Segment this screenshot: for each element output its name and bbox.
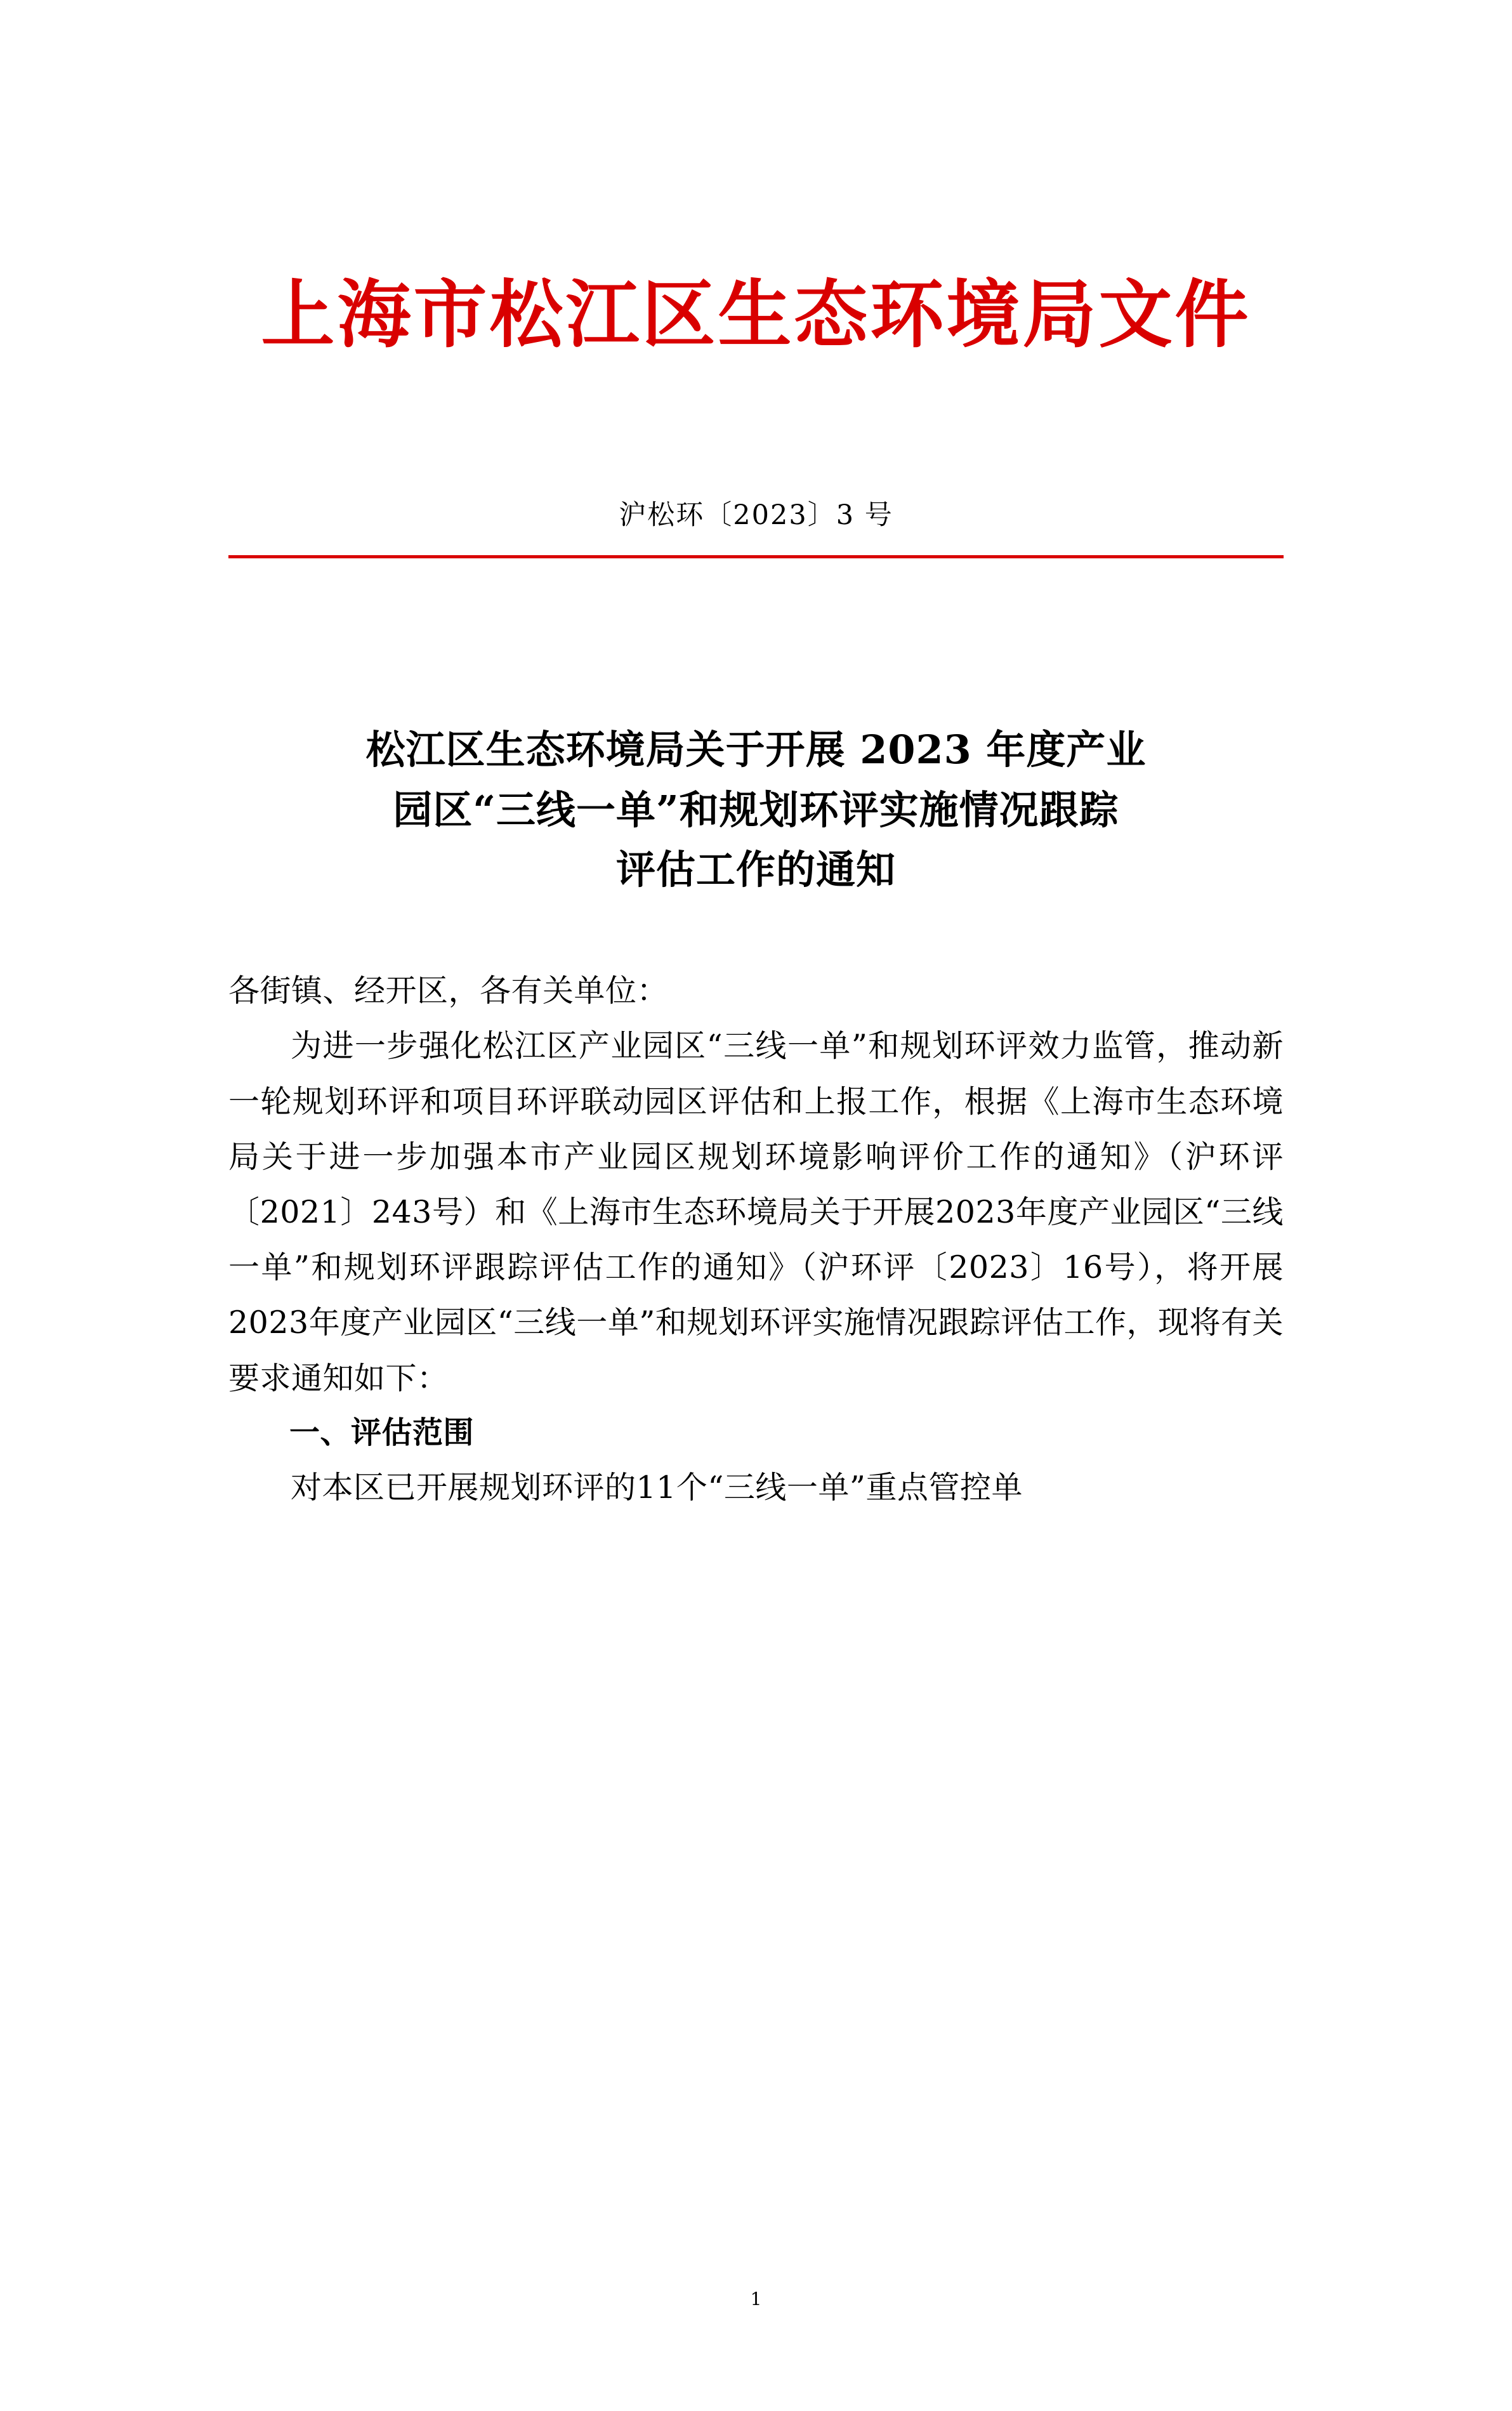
page-title-line-2: 园区“三线一单”和规划环评实施情况跟踪 xyxy=(393,786,1119,833)
masthead xyxy=(228,273,1284,357)
salutation: 各街镇、经开区，各有关单位： xyxy=(228,973,669,1009)
page-number: 1 xyxy=(750,2289,762,2309)
masthead-title: 上海市松江区生态环境局文件 xyxy=(261,272,1251,358)
document-page xyxy=(0,273,1512,2411)
document-body xyxy=(228,963,1284,1515)
page-title xyxy=(228,720,1284,900)
body-paragraph-1: 为进一步强化松江区产业园区“三线一单”和规划环评效力监管，推动新一轮规划环评和项目环评联动园区评估和上报工作，根据《上海市生态环境局关于进一步加强本市产业园区规划环境影响评价工作的通知》（沪环评〔2021〕243号）和《上海市生态环境局关于开展2023年度产业园区“三线一单”和规划环评跟踪评估工作的通知》（沪环评〔2023〕16号），将开展2023年度产业园区“三线一单”和规划环评实施情况跟踪评估工作，现将有关要求通知如下： xyxy=(228,1028,1284,1396)
page-title-line-3: 评估工作的通知 xyxy=(615,846,896,893)
page-title-line-1: 松江区生态环境局关于开展 2023 年度产业 xyxy=(365,726,1147,773)
document-number: 沪松环〔2023〕3 号 xyxy=(619,499,893,532)
section-1-paragraph: 对本区已开展规划环评的11个“三线一单”重点管控单 xyxy=(291,1469,1023,1506)
red-divider-rule xyxy=(228,555,1284,558)
section-heading-1: 一、评估范围 xyxy=(289,1414,475,1450)
